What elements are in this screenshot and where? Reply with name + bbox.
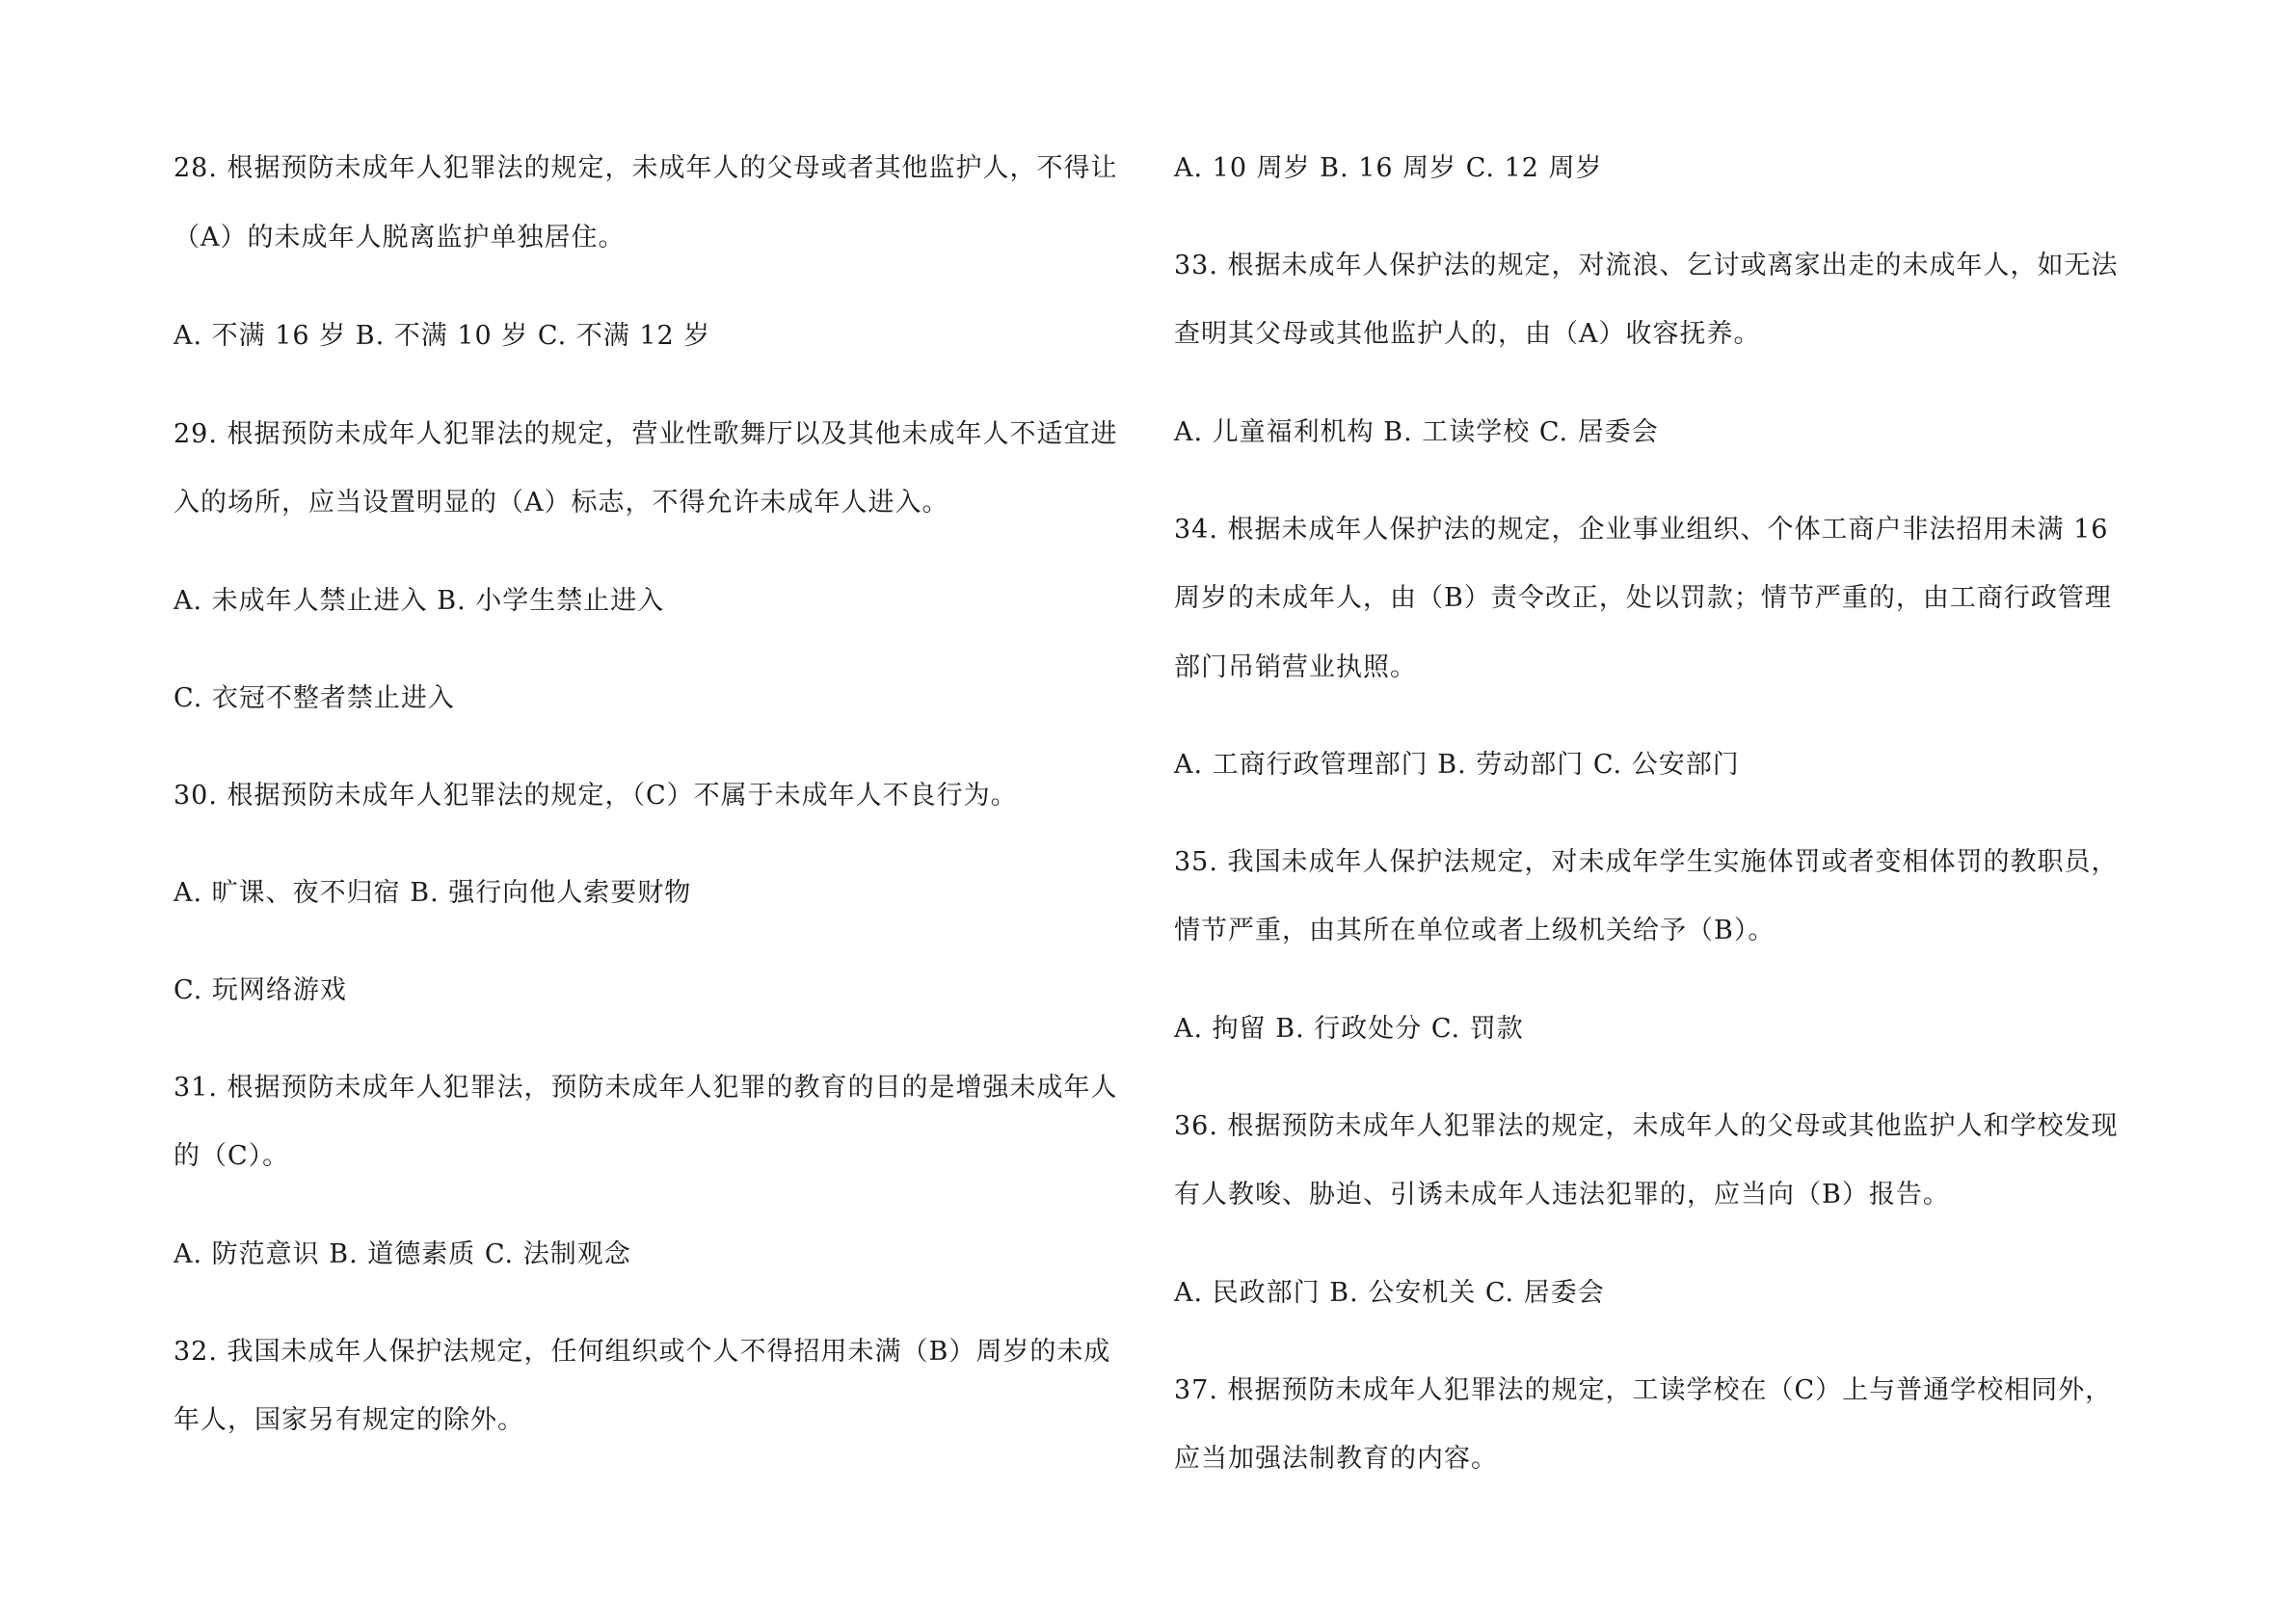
q30-options-2: C. 玩网络游戏 (174, 975, 347, 1005)
q31-options: A. 防范意识 B. 道德素质 C. 法制观念 (174, 1239, 631, 1269)
q29-options-2: C. 衣冠不整者禁止进入 (174, 683, 455, 713)
q28-line-1: 28. 根据预防未成年人犯罪法的规定，未成年人的父母或者其他监护人，不得让 (174, 153, 1118, 183)
q33-line-2: 查明其父母或其他监护人的，由（A）收容抚养。 (1174, 319, 1761, 349)
q34-line-2: 周岁的未成年人，由（B）责令改正，处以罚款；情节严重的，由工商行政管理 (1174, 583, 2112, 613)
q34-line-1: 34. 根据未成年人保护法的规定，企业事业组织、个体工商户非法招用未满 16 (1174, 515, 2109, 545)
q31-line-2: 的（C）。 (174, 1141, 290, 1171)
q33-options: A. 儿童福利机构 B. 工读学校 C. 居委会 (1174, 417, 1659, 447)
q37-line-1: 37. 根据预防未成年人犯罪法的规定，工读学校在（C）上与普通学校相同外， (1174, 1375, 2113, 1405)
q34-options: A. 工商行政管理部门 B. 劳动部门 C. 公安部门 (1174, 750, 1740, 780)
q35-options: A. 拘留 B. 行政处分 C. 罚款 (1174, 1014, 1524, 1044)
q35-line-1: 35. 我国未成年人保护法规定，对未成年学生实施体罚或者变相体罚的教职员， (1174, 847, 2119, 877)
q36-options: A. 民政部门 B. 公安机关 C. 居委会 (1174, 1278, 1605, 1308)
q36-line-1: 36. 根据预防未成年人犯罪法的规定，未成年人的父母或其他监护人和学校发现 (1174, 1111, 2119, 1141)
q28-line-2: （A）的未成年人脱离监护单独居住。 (174, 223, 626, 253)
q32-line-1: 32. 我国未成年人保护法规定，任何组织或个人不得招用未满（B）周岁的未成 (174, 1337, 1111, 1367)
q33-line-1: 33. 根据未成年人保护法的规定，对流浪、乞讨或离家出走的未成年人，如无法 (1174, 251, 2119, 280)
q32-options: A. 10 周岁 B. 16 周岁 C. 12 周岁 (1174, 153, 1603, 183)
q34-line-3: 部门吊销营业执照。 (1174, 652, 1417, 682)
q35-line-2: 情节严重，由其所在单位或者上级机关给予（B）。 (1174, 916, 1775, 945)
q29-options-1: A. 未成年人禁止进入 B. 小学生禁止进入 (174, 586, 665, 616)
q32-line-2: 年人，国家另有规定的除外。 (174, 1405, 524, 1435)
q28-options: A. 不满 16 岁 B. 不满 10 岁 C. 不满 12 岁 (174, 321, 711, 351)
q36-line-2: 有人教唆、胁迫、引诱未成年人违法犯罪的，应当向（B）报告。 (1174, 1180, 1950, 1210)
q30-line-1: 30. 根据预防未成年人犯罪法的规定，（C）不属于未成年人不良行为。 (174, 781, 1018, 811)
q37-line-2: 应当加强法制教育的内容。 (1174, 1444, 1498, 1474)
q31-line-1: 31. 根据预防未成年人犯罪法，预防未成年人犯罪的教育的目的是增强未成年人 (174, 1073, 1118, 1103)
q30-options-1: A. 旷课、夜不归宿 B. 强行向他人索要财物 (174, 878, 692, 908)
q29-line-2: 入的场所，应当设置明显的（A）标志，不得允许未成年人进入。 (174, 488, 949, 518)
q29-line-1: 29. 根据预防未成年人犯罪法的规定，营业性歌舞厅以及其他未成年人不适宜进 (174, 419, 1118, 449)
